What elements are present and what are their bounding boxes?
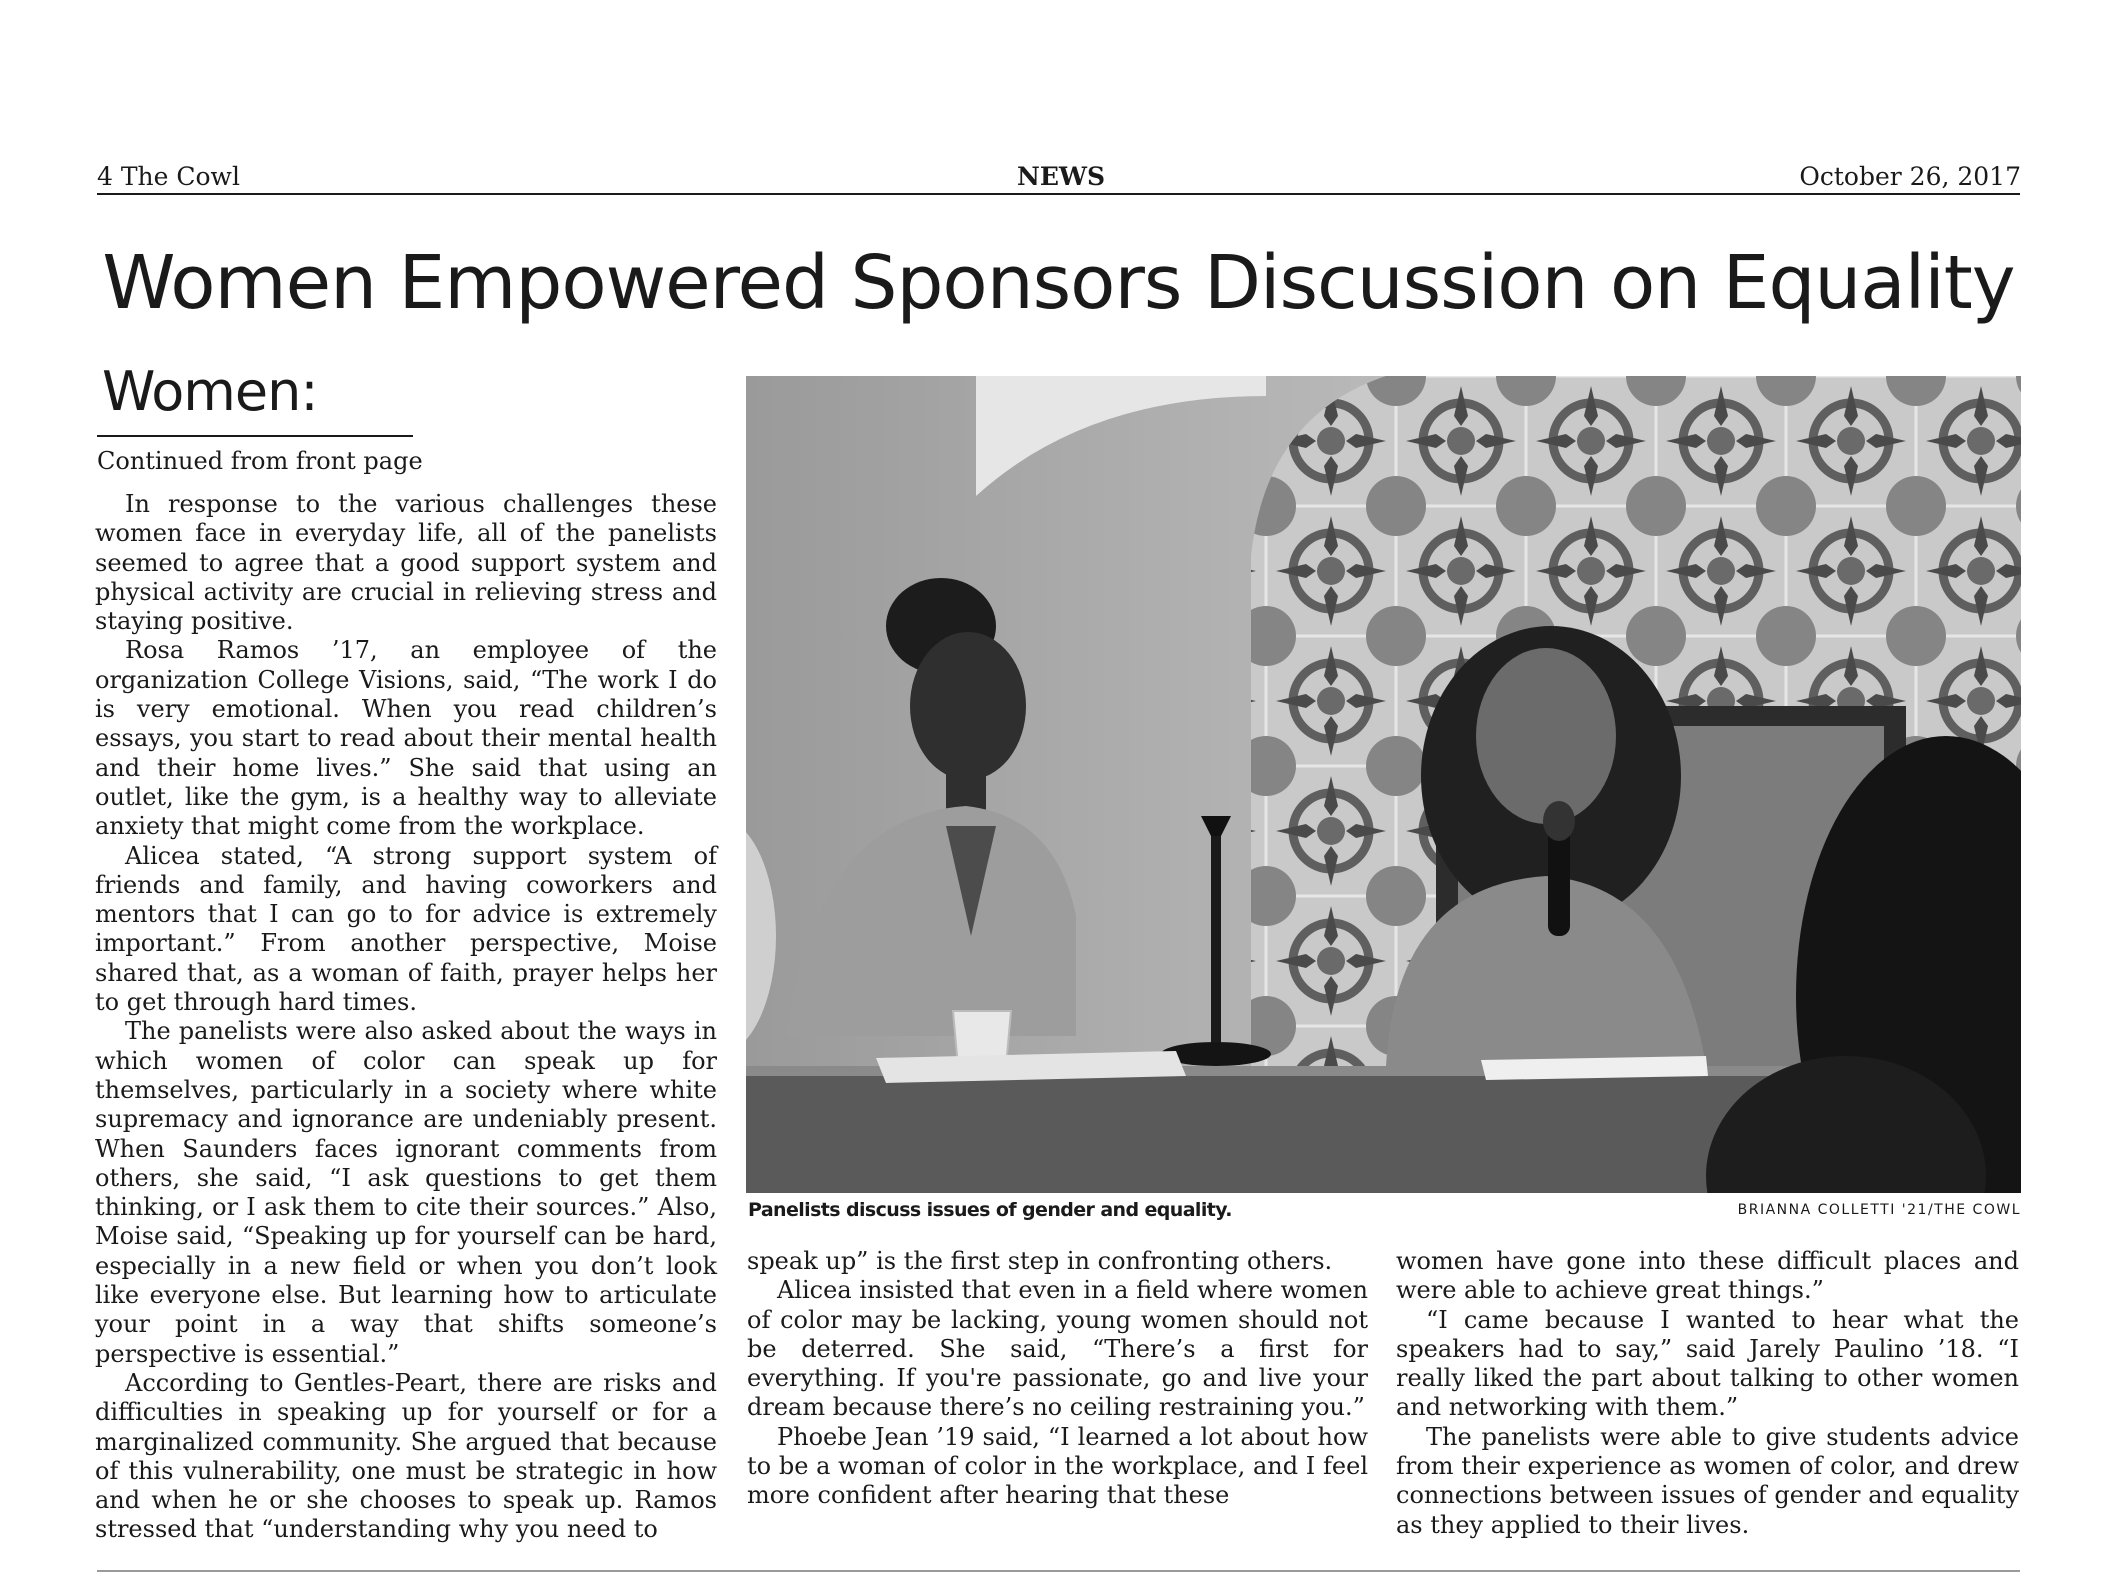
article-column-2 [747, 1247, 1368, 1511]
panelists-photo-illustration [746, 376, 2021, 1193]
paragraph: “I came because I wanted to hear what the speakers had to say,” said Jarely Paulino ’18. “I really liked the part about talking to other women and networking with them.” [1396, 1305, 2019, 1422]
header-rule [97, 193, 2020, 195]
issue-date: October 26, 2017 [1799, 162, 2021, 191]
paragraph: Phoebe Jean ’19 said, “I learned a lot about how to be a woman of color in the workplace, and I feel more confident after hearing that these [747, 1422, 1368, 1510]
kicker-rule [97, 435, 413, 437]
section-label: NEWS [1017, 162, 1106, 191]
paragraph: Alicea stated, “A strong support system of friends and family, and having coworkers and mentors that I can go to for advice is extremely important.” From another perspective, Moise shared that, as a woman of faith, prayer helps her to get through hard times. [95, 841, 717, 1017]
paragraph: Alicea insisted that even in a field where women of color may be lacking, young women should not be deterred. She said, “There’s a first for everything. If you're passionate, go and live your dream because there’s no ceiling restraining you.” [747, 1276, 1368, 1422]
continued-note: Continued from front page [97, 447, 423, 475]
footer-rule [97, 1570, 2020, 1572]
article-column-3 [1396, 1247, 2019, 1540]
paragraph: According to Gentles-Peart, there are risks and difficulties in speaking up for yourself or for a marginalized community. She argued that because of this vulnerability, one must be strategic in how and when he or she chooses to speak up. Ramos stressed that “understanding why you need to [95, 1368, 717, 1544]
paragraph: The panelists were able to give students advice from their experience as women of color, and drew connections between issues of gender and equality as they applied to their lives. [1396, 1422, 2019, 1539]
paragraph: In response to the various challenges these women face in everyday life, all of the panelists seemed to agree that a good support system and physical activity are crucial in relieving stress and staying positive. [95, 490, 717, 636]
article-column-1 [95, 490, 717, 1545]
paragraph: women have gone into these difficult places and were able to achieve great things.” [1396, 1247, 2019, 1305]
headline: Women Empowered Sponsors Discussion on Equality [102, 240, 2015, 326]
photo-caption: Panelists discuss issues of gender and equality. [748, 1199, 1232, 1221]
page-label: 4 The Cowl [97, 162, 240, 191]
paragraph: speak up” is the first step in confronting others. [747, 1247, 1333, 1275]
paragraph: Rosa Ramos ’17, an employee of the organization College Visions, said, “The work I do is very emotional. When you read children’s essays, you start to read about their mental health and their home lives.” She said that using an outlet, like the gym, is a healthy way to alleviate anxiety that might come from the workplace. [95, 636, 717, 841]
paragraph: The panelists were also asked about the ways in which women of color can speak up for themselves, particularly in a society where white supremacy and ignorance are undeniably present. When Saunders faces ignorant comments from others, she said, “I ask questions to get them thinking, or I ask them to cite their sources.” Also, Moise said, “Speaking up for yourself can be hard, especially in a new field or when you don’t look like everyone else. But learning how to articulate your point in a way that shifts someone’s perspective is essential.” [95, 1017, 717, 1368]
article-photo [746, 376, 2021, 1193]
photo-credit: BRIANNA COLLETTI '21/THE COWL [1737, 1202, 2021, 1218]
kicker: Women: [102, 360, 318, 423]
